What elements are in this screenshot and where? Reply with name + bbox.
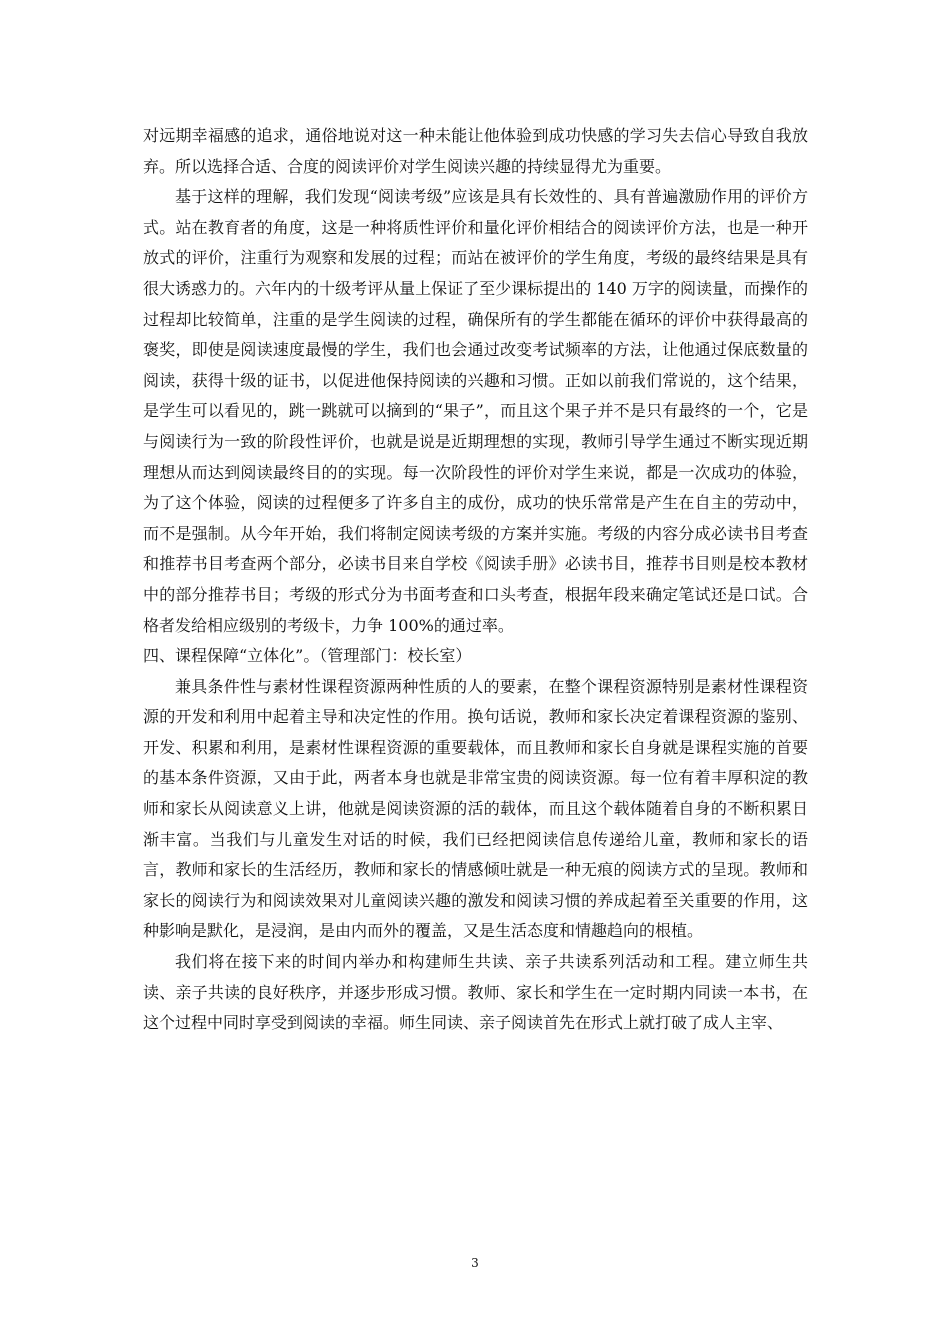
document-body (143, 121, 808, 1039)
paragraph-shared-reading: 我们将在接下来的时间内举办和构建师生共读、亲子共读系列活动和工程。建立师生共读、亲子共读的良好秩序，并逐步形成习惯。教师、家长和学生在一定时期内同读一本书，在这个过程中同时享受到阅读的幸福。师生同读、亲子阅读首先在形式上就打破了成人主宰、 (143, 952, 808, 1033)
page-number: 3 (471, 1256, 479, 1270)
section-heading: 四、课程保障“立体化”。（管理部门：校长室） (143, 646, 472, 666)
paragraph-reading-assessment: 基于这样的理解，我们发现“阅读考级”应该是具有长效性的、具有普遍激励作用的评价方式。站在教育者的角度，这是一种将质性评价和量化评价相结合的阅读评价方法，也是一种开放式的评价，注重行为观察和发展的过程；而站在被评价的学生角度，考级的最终结果是具有很大诱惑力的。六年内的十级考评从量上保证了至少课标提出的 140 万字的阅读量，而操作的过程却比较简单，注重的是学生阅读的过程，确保所有的学生都能在循环的评价中获得最高的褒奖，即使是阅读速度最慢的学生，我们也会通过改变考试频率的方法，让他通过保底数量的阅读，获得十级的证书，以促进他保持阅读的兴趣和习惯。正如以前我们常说的，这个结果，是学生可以看见的，跳一跳就可以摘到的“果子”，而且这个果子并不是只有最终的一个，它是与阅读行为一致的阶段性评价，也就是说是近期理想的实现，教师引导学生通过不断实现近期理想从而达到阅读最终目的的实现。每一次阶段性的评价对学生来说，都是一次成功的体验，为了这个体验，阅读的过程便多了许多自主的成份，成功的快乐常常是产生在自主的劳动中，而不是强制。从今年开始，我们将制定阅读考级的方案并实施。考级的内容分成必读书目考查和推荐书目考查两个部分，必读书目来自学校《阅读手册》必读书目，推荐书目则是校本教材中的部分推荐书目；考级的形式分为书面考查和口头考查，根据年段来确定笔试还是口试。合格者发给相应级别的考级卡，力争 100%的通过率。 (143, 187, 808, 635)
paragraph-continuation: 对远期幸福感的追求，通俗地说对这一种未能让他体验到成功快感的学习失去信心导致自我放弃。所以选择合适、合度的阅读评价对学生阅读兴趣的持续显得尤为重要。 (143, 126, 808, 176)
paragraph-curriculum-resources: 兼具条件性与素材性课程资源两种性质的人的要素，在整个课程资源特别是素材性课程资源的开发和利用中起着主导和决定性的作用。换句话说，教师和家长决定着课程资源的鉴别、开发、积累和利用，是素材性课程资源的重要载体，而且教师和家长自身就是课程实施的首要的基本条件资源，又由于此，两者本身也就是非常宝贵的阅读资源。每一位有着丰厚积淀的教师和家长从阅读意义上讲，他就是阅读资源的活的载体，而且这个载体随着自身的不断积累日渐丰富。当我们与儿童发生对话的时候，我们已经把阅读信息传递给儿童，教师和家长的语言，教师和家长的生活经历，教师和家长的情感倾吐就是一种无痕的阅读方式的呈现。教师和家长的阅读行为和阅读效果对儿童阅读兴趣的激发和阅读习惯的养成起着至关重要的作用，这种影响是默化，是浸润，是由内而外的覆盖，又是生活态度和情趣趋向的根植。 (143, 676, 808, 941)
